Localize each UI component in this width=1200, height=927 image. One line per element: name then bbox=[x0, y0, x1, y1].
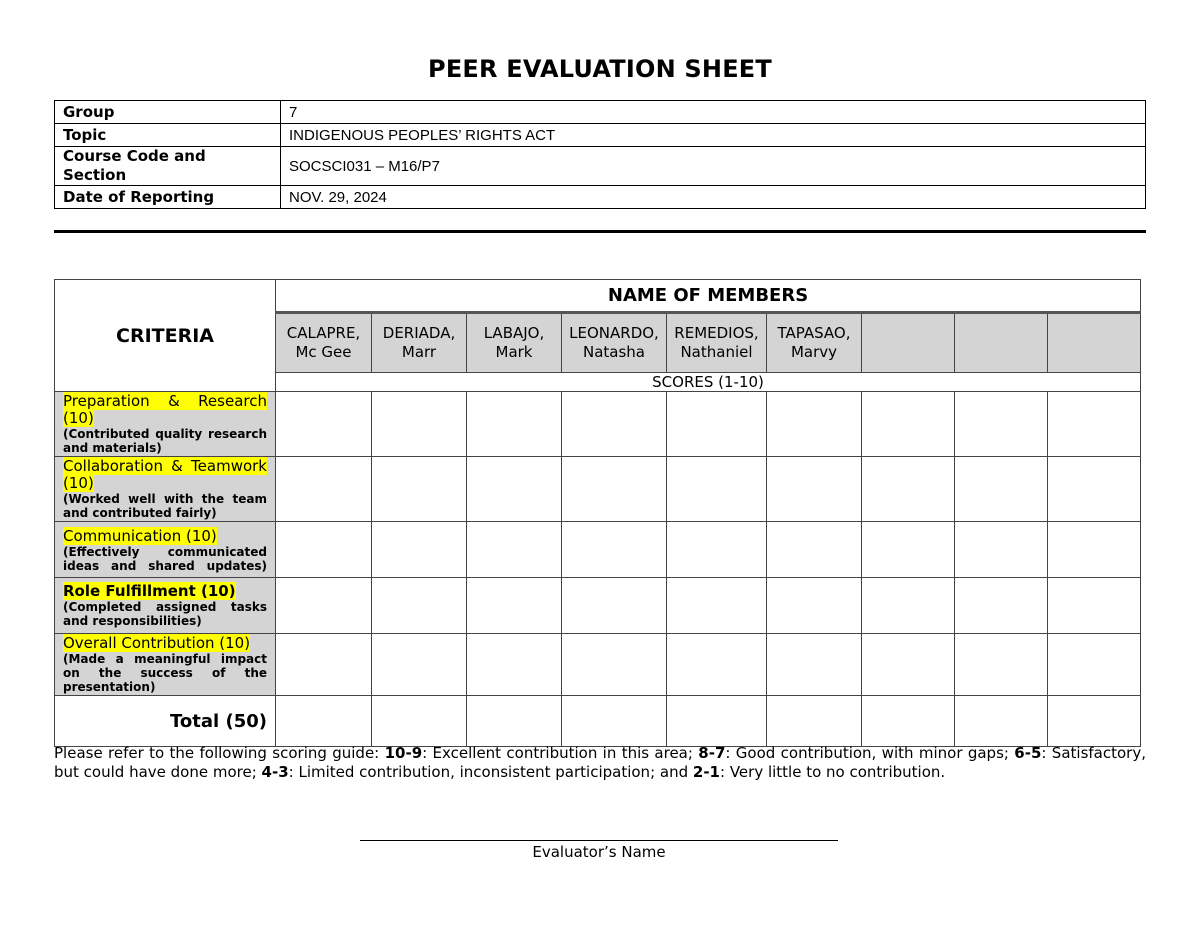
member-name: CALAPRE, Mc Gee bbox=[276, 313, 372, 373]
criterion-row bbox=[55, 457, 1141, 522]
criterion-row bbox=[55, 634, 1141, 696]
criterion-description: (Contributed quality research and materials) bbox=[63, 427, 267, 455]
score-cell[interactable] bbox=[372, 457, 467, 522]
criterion-cell bbox=[55, 578, 276, 634]
scoring-guide: Please refer to the following scoring guide: 10-9: Excellent contribution in this area; 8-7: Good contribution, with minor gaps; 6-5: Satisfactory, but could have done more; 4-3: Limited contribution, inconsistent participation; and 2-1: Very little to no contribution. bbox=[54, 744, 1146, 781]
score-cell[interactable] bbox=[562, 457, 667, 522]
score-cell[interactable] bbox=[955, 578, 1048, 634]
date-label: Date of Reporting bbox=[55, 186, 281, 209]
member-name-empty bbox=[955, 313, 1048, 373]
score-cell[interactable] bbox=[862, 578, 955, 634]
score-cell[interactable] bbox=[562, 634, 667, 696]
info-row-date bbox=[55, 186, 1146, 209]
criterion-row bbox=[55, 578, 1141, 634]
score-cell[interactable] bbox=[1048, 457, 1141, 522]
score-cell[interactable] bbox=[276, 578, 372, 634]
scores-label: SCORES (1-10) bbox=[276, 373, 1141, 392]
total-cell[interactable] bbox=[667, 696, 767, 747]
score-cell[interactable] bbox=[1048, 634, 1141, 696]
names-header-row bbox=[55, 280, 1141, 313]
topic-label: Topic bbox=[55, 124, 281, 147]
divider-rule bbox=[54, 230, 1146, 233]
score-cell[interactable] bbox=[372, 392, 467, 457]
criterion-description: (Worked well with the team and contributed fairly) bbox=[63, 492, 267, 520]
total-cell[interactable] bbox=[467, 696, 562, 747]
total-cell[interactable] bbox=[955, 696, 1048, 747]
member-name: TAPASAO, Marvy bbox=[767, 313, 862, 373]
score-cell[interactable] bbox=[276, 392, 372, 457]
total-cell[interactable] bbox=[276, 696, 372, 747]
criterion-cell bbox=[55, 392, 276, 457]
criterion-title: Communication (10) bbox=[63, 527, 217, 545]
criterion-cell bbox=[55, 634, 276, 696]
total-cell[interactable] bbox=[862, 696, 955, 747]
score-cell[interactable] bbox=[562, 522, 667, 578]
score-cell[interactable] bbox=[955, 634, 1048, 696]
criterion-cell bbox=[55, 522, 276, 578]
criterion-title: Collaboration & Teamwork (10) bbox=[63, 457, 267, 492]
total-cell[interactable] bbox=[562, 696, 667, 747]
criteria-header: CRITERIA bbox=[55, 280, 276, 392]
criterion-title: Preparation & Research (10) bbox=[63, 392, 267, 427]
member-name: DERIADA, Marr bbox=[372, 313, 467, 373]
score-cell[interactable] bbox=[467, 634, 562, 696]
member-name-empty bbox=[1048, 313, 1141, 373]
score-cell[interactable] bbox=[955, 392, 1048, 457]
score-cell[interactable] bbox=[767, 457, 862, 522]
score-cell[interactable] bbox=[372, 634, 467, 696]
score-cell[interactable] bbox=[467, 522, 562, 578]
evaluator-name-label: Evaluator’s Name bbox=[532, 843, 666, 861]
score-cell[interactable] bbox=[667, 578, 767, 634]
total-row bbox=[55, 696, 1141, 747]
date-value: NOV. 29, 2024 bbox=[281, 186, 1146, 209]
score-cell[interactable] bbox=[862, 392, 955, 457]
total-cell[interactable] bbox=[1048, 696, 1141, 747]
score-cell[interactable] bbox=[562, 392, 667, 457]
score-cell[interactable] bbox=[372, 578, 467, 634]
score-cell[interactable] bbox=[955, 457, 1048, 522]
score-cell[interactable] bbox=[1048, 578, 1141, 634]
criterion-row bbox=[55, 392, 1141, 457]
score-cell[interactable] bbox=[767, 392, 862, 457]
group-value: 7 bbox=[281, 101, 1146, 124]
score-cell[interactable] bbox=[667, 392, 767, 457]
info-table bbox=[54, 100, 1146, 209]
total-label: Total (50) bbox=[55, 696, 276, 747]
score-cell[interactable] bbox=[276, 522, 372, 578]
member-name-empty bbox=[862, 313, 955, 373]
score-cell[interactable] bbox=[767, 578, 862, 634]
score-cell[interactable] bbox=[467, 392, 562, 457]
info-row-topic bbox=[55, 124, 1146, 147]
score-cell[interactable] bbox=[862, 457, 955, 522]
signature-line[interactable] bbox=[360, 840, 838, 841]
score-cell[interactable] bbox=[372, 522, 467, 578]
group-label: Group bbox=[55, 101, 281, 124]
score-cell[interactable] bbox=[276, 457, 372, 522]
criterion-description: (Made a meaningful impact on the success of the presentation) bbox=[63, 652, 267, 694]
score-cell[interactable] bbox=[667, 457, 767, 522]
criterion-description: (Completed assigned tasks and responsibilities) bbox=[63, 600, 267, 628]
score-cell[interactable] bbox=[667, 522, 767, 578]
criterion-cell bbox=[55, 457, 276, 522]
page-title: PEER EVALUATION SHEET bbox=[428, 55, 772, 83]
score-cell[interactable] bbox=[767, 634, 862, 696]
names-header: NAME OF MEMBERS bbox=[276, 280, 1141, 313]
course-value: SOCSCI031 – M16/P7 bbox=[281, 147, 1146, 186]
score-cell[interactable] bbox=[467, 457, 562, 522]
course-label: Course Code and Section bbox=[55, 147, 281, 186]
criterion-title: Overall Contribution (10) bbox=[63, 634, 251, 652]
score-cell[interactable] bbox=[1048, 392, 1141, 457]
score-cell[interactable] bbox=[862, 634, 955, 696]
member-name: LABAJO, Mark bbox=[467, 313, 562, 373]
criterion-title: Role Fulfillment (10) bbox=[63, 582, 236, 600]
score-cell[interactable] bbox=[955, 522, 1048, 578]
score-cell[interactable] bbox=[1048, 522, 1141, 578]
topic-value: INDIGENOUS PEOPLES’ RIGHTS ACT bbox=[281, 124, 1146, 147]
evaluation-table bbox=[54, 279, 1141, 747]
total-cell[interactable] bbox=[372, 696, 467, 747]
criterion-description: (Effectively communicated ideas and shared updates) bbox=[63, 545, 267, 573]
info-row-course bbox=[55, 147, 1146, 186]
member-name: REMEDIOS, Nathaniel bbox=[667, 313, 767, 373]
info-row-group bbox=[55, 101, 1146, 124]
score-cell[interactable] bbox=[767, 522, 862, 578]
member-name: LEONARDO, Natasha bbox=[562, 313, 667, 373]
score-cell[interactable] bbox=[467, 578, 562, 634]
score-cell[interactable] bbox=[667, 634, 767, 696]
score-cell[interactable] bbox=[562, 578, 667, 634]
score-cell[interactable] bbox=[276, 634, 372, 696]
total-cell[interactable] bbox=[767, 696, 862, 747]
criterion-row bbox=[55, 522, 1141, 578]
score-cell[interactable] bbox=[862, 522, 955, 578]
